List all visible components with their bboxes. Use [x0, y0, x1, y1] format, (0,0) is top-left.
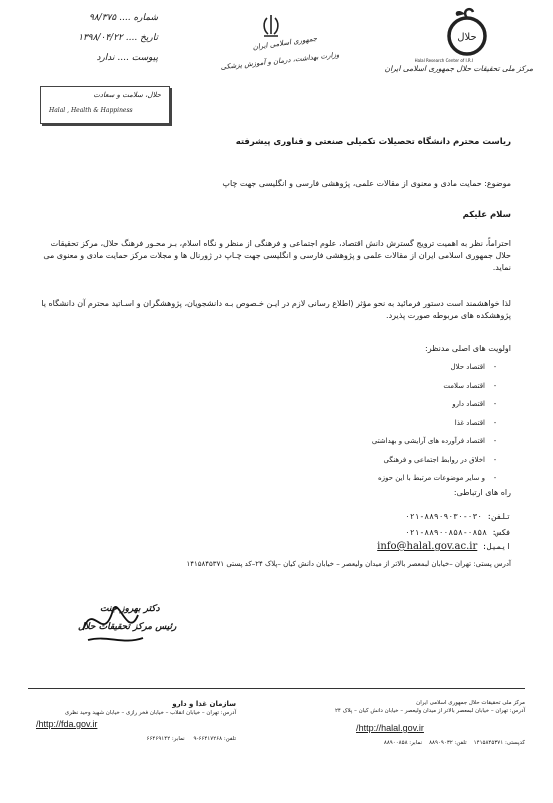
- org-name: مرکز ملی تحقیقات حلال جمهوری اسلامی ایران: [384, 64, 533, 73]
- list-item: - اقتصاد سلامت: [305, 377, 505, 396]
- body-paragraph-1: احتراماً، نظر به اهمیت ترویج گسترش دانش اقتصاد، علوم اجتماعی و فرهنگی از منظر و نگاه اسلام، بـر محـور فرهنگ حلال، مرکز تحقیقات حلال جمهوری اسلامی ایران از مقالات علمی و پژوهشی فارسی و انگلیسی جهت چـاپ در ژورنال ها و مجلات مرکز حمایت مادی و معنوی می نماید.: [43, 239, 511, 272]
- priorities-title: اولویت های اصلی مدنظر:: [425, 344, 511, 353]
- org-name-en: Halal Research Center of I.R.I: [414, 58, 473, 63]
- signatory-title: رئیس مرکز تحقیقات حلال: [78, 622, 177, 632]
- footer-halal-url[interactable]: http://halal.gov.ir/: [356, 723, 424, 733]
- email-row: [377, 541, 511, 552]
- ref-attachment: پیوست .... ندارد: [96, 53, 158, 63]
- ref-attachment-value: ندارد: [96, 53, 115, 63]
- footer-halal-postal: کدپستی: ۱۴۱۵۸۴۵۳۷۱: [473, 740, 525, 746]
- footer-fda-contacts: [36, 735, 236, 743]
- email-link[interactable]: info@halal.gov.ac.ir: [377, 541, 478, 552]
- subject-line: موضوع: حمایت مادی و معنوی از مقالات علمی، پژوهشی فارسی و انگلیسی جهت چاپ: [222, 179, 511, 188]
- ref-number-label: شماره: [133, 13, 158, 23]
- ministry-line-2: وزارت بهداشت، درمان و آموزش پزشکی: [220, 50, 340, 72]
- footer-halal-contacts: [255, 739, 525, 747]
- footer-divider: [28, 688, 525, 689]
- ministry-line-1: جمهوری اسلامی ایران: [252, 34, 318, 52]
- priorities-list: [305, 358, 505, 488]
- list-item: - اخلاق در روابط اجتماعی و فرهنگی: [305, 451, 505, 470]
- footer-fda: [36, 699, 236, 743]
- iran-emblem-icon: [260, 14, 282, 38]
- contact-title: راه های ارتباطی:: [453, 488, 511, 497]
- body-paragraph-2: لذا خواهشمند است دستور فرمائید به نحو مؤثر (اطلاع رسانی لازم در ایـن خـصوص بـه دانشجویان، پژوهشگران و اسـاتید محترم آن دانشگاه یا پژوهشکده های مربوطه صورت پذیرد.: [41, 299, 511, 320]
- signatory-name: دکتر بهروز جنت: [100, 604, 160, 614]
- footer-halal-address: آدرس: تهران – خیابان لبمعصر بالاتر از میدان ولیعصر – خیابان دانش کیان – پلاک ۲۴: [334, 708, 525, 714]
- fax-number: فکس: ۰۸۵۸-۸۸۹۰۰۸۵۸-۰۲۱: [405, 528, 511, 537]
- footer-fda-fax: نمابر: ۶۶۴۶۹۱۴۲: [146, 736, 185, 742]
- footer-fda-org: سازمان غذا و دارو: [172, 700, 236, 708]
- footer-fda-phone: تلفن: ۶۶۴۱۷۲۶۸-۹: [193, 736, 236, 742]
- footer-halal-org: مرکز ملی تحقیقات حلال جمهوری اسلامی ایران: [416, 700, 525, 706]
- list-item: - اقتصاد فرآورده های آرایشی و بهداشتی: [305, 432, 505, 451]
- slogan-fa: حلال، سلامت و سعادت: [93, 91, 161, 99]
- slogan-box: [40, 86, 170, 124]
- footer-halal-phone: تلفن: ۸۸۹۰۹۰۳۲: [429, 740, 467, 746]
- footer-halal: [255, 699, 525, 747]
- email-label: ایمیل:: [482, 542, 511, 551]
- ref-number: شماره .... ۹۸/۳۷۵: [89, 13, 158, 23]
- halal-logo-text: حلال: [457, 32, 477, 43]
- greeting: سلام علیکم: [462, 210, 511, 220]
- list-item: - اقتصاد دارو: [305, 395, 505, 414]
- postal-address: آدرس پستی: تهران –خیابان لبمعصر بالاتر از میدان ولیعصر – خیابان دانش کیان –پلاک ۲۴–کد پستی ۱۴۱۵۸۴۵۳۷۱: [186, 560, 511, 568]
- ref-date-label: تاریخ: [140, 33, 158, 43]
- footer-halal-fax: نمابر: ۸۸۹۰۰۸۵۸: [383, 740, 423, 746]
- signature-scribble: [78, 590, 148, 650]
- footer-fda-url[interactable]: http://fda.gov.ir/: [36, 719, 98, 729]
- list-item: - اقتصاد حلال: [305, 358, 505, 377]
- slogan-en: Halal , Health & Happiness: [49, 107, 133, 114]
- ref-attachment-label: پیوست: [131, 53, 158, 63]
- footer-fda-address: آدرس: تهران – خیابان انقلاب – خیابان فخر رازی – خیابان شهید وحید نظری: [64, 710, 236, 716]
- ref-date-value: ۱۳۹۸/۰۴/۲۲: [78, 33, 123, 43]
- addressee: ریاست محترم دانشگاه تحصیلات تکمیلی صنعتی و فناوری پیشرفته: [235, 137, 511, 147]
- list-item: - اقتصاد غذا: [305, 414, 505, 433]
- ref-date: تاریخ .... ۱۳۹۸/۰۴/۲۲: [78, 33, 158, 43]
- list-item: - و سایر موضوعات مرتبط با این حوزه: [305, 469, 505, 488]
- phone-number: تلفن: ۰۳۰-۸۸۹۰۹۰۳۰-۰۲۱: [405, 512, 511, 521]
- ref-number-value: ۹۸/۳۷۵: [89, 13, 117, 23]
